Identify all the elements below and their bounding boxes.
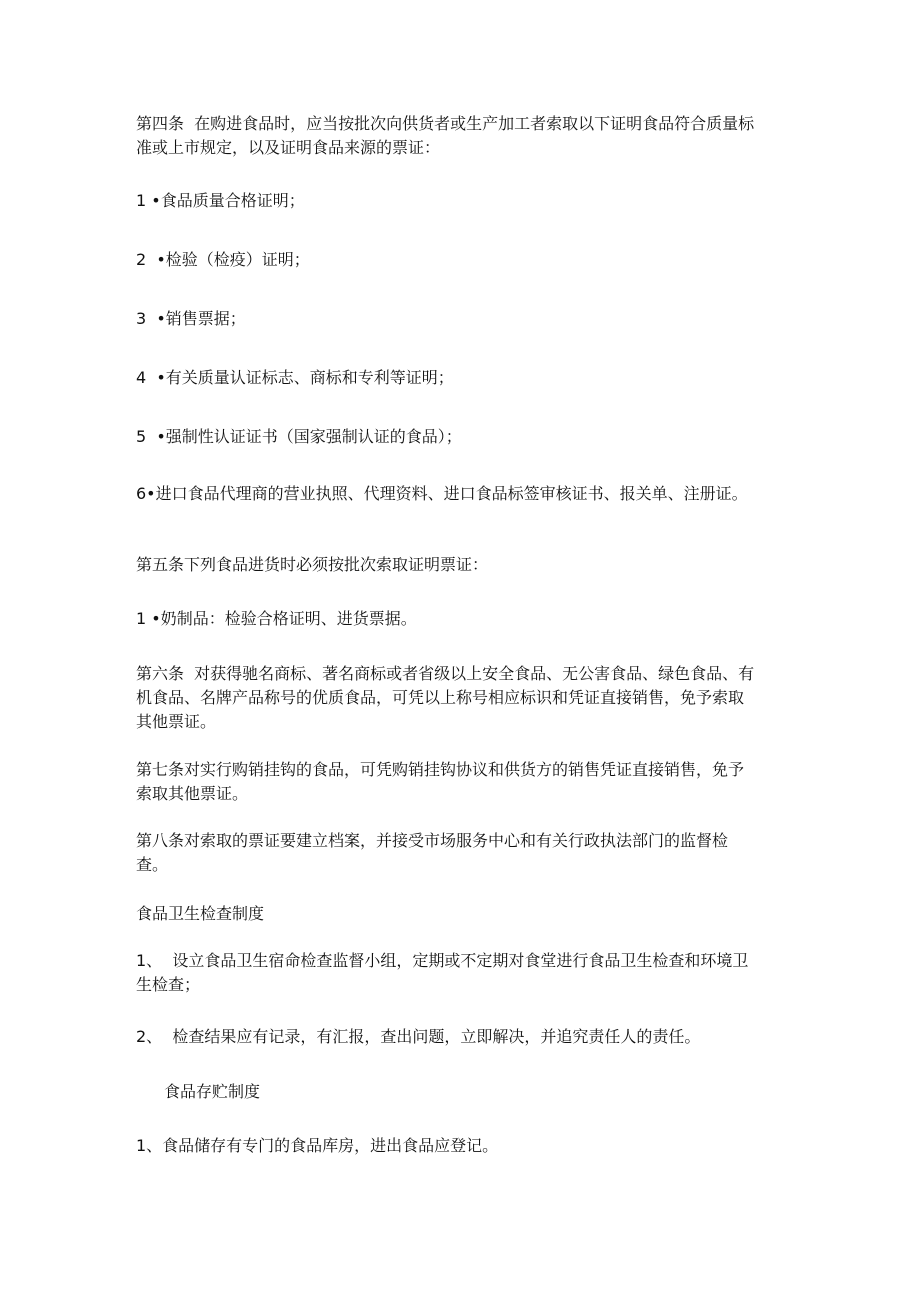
article-7: 第七条对实行购销挂钩的食品，可凭购销挂钩协议和供货方的销售凭证直接销售，免予索取其他票证。 <box>136 760 745 803</box>
list-item: 6•进口食品代理商的营业执照、代理资料、进口食品标签审核证书、报关单、注册证。 <box>136 484 748 503</box>
list-item: 1、 设立食品卫生宿命检查监督小组，定期或不定期对食堂进行食品卫生检查和环境卫生检查； <box>136 951 749 994</box>
article-8: 第八条对索取的票证要建立档案，并接受市场服务中心和有关行政执法部门的监督检查。 <box>136 831 729 874</box>
list-item: 2、 检查结果应有记录，有汇报，查出问题，立即解决，并追究责任人的责任。 <box>136 1027 701 1046</box>
list-item: 5 •强制性认证证书（国家强制认证的食品）； <box>136 427 462 446</box>
article-4-intro: 第四条 在购进食品时，应当按批次向供货者或生产加工者索取以下证明食品符合质量标准或上市规定，以及证明食品来源的票证： <box>136 114 755 157</box>
section-heading-hygiene-inspection: 食品卫生检查制度 <box>136 904 265 923</box>
list-item: 1 •奶制品：检验合格证明、进货票据。 <box>136 609 417 628</box>
list-item: 4 •有关质量认证标志、商标和专利等证明； <box>136 368 454 387</box>
article-5: 第五条下列食品进货时必须按批次索取证明票证： <box>136 555 489 574</box>
list-item: 2 •检验（检疫）证明； <box>136 250 310 269</box>
list-item: 3 •销售票据； <box>136 309 246 328</box>
list-item: 1、食品储存有专门的食品库房，进出食品应登记。 <box>136 1136 499 1155</box>
article-6: 第六条 对获得驰名商标、著名商标或者省级以上安全食品、无公害食品、绿色食品、有机食品、名牌产品称号的优质食品，可凭以上称号相应标识和凭证直接销售，免予索取其他票证。 <box>136 664 755 731</box>
list-item: 1 •食品质量合格证明； <box>136 191 305 210</box>
section-heading-food-storage: 食品存贮制度 <box>164 1082 261 1101</box>
